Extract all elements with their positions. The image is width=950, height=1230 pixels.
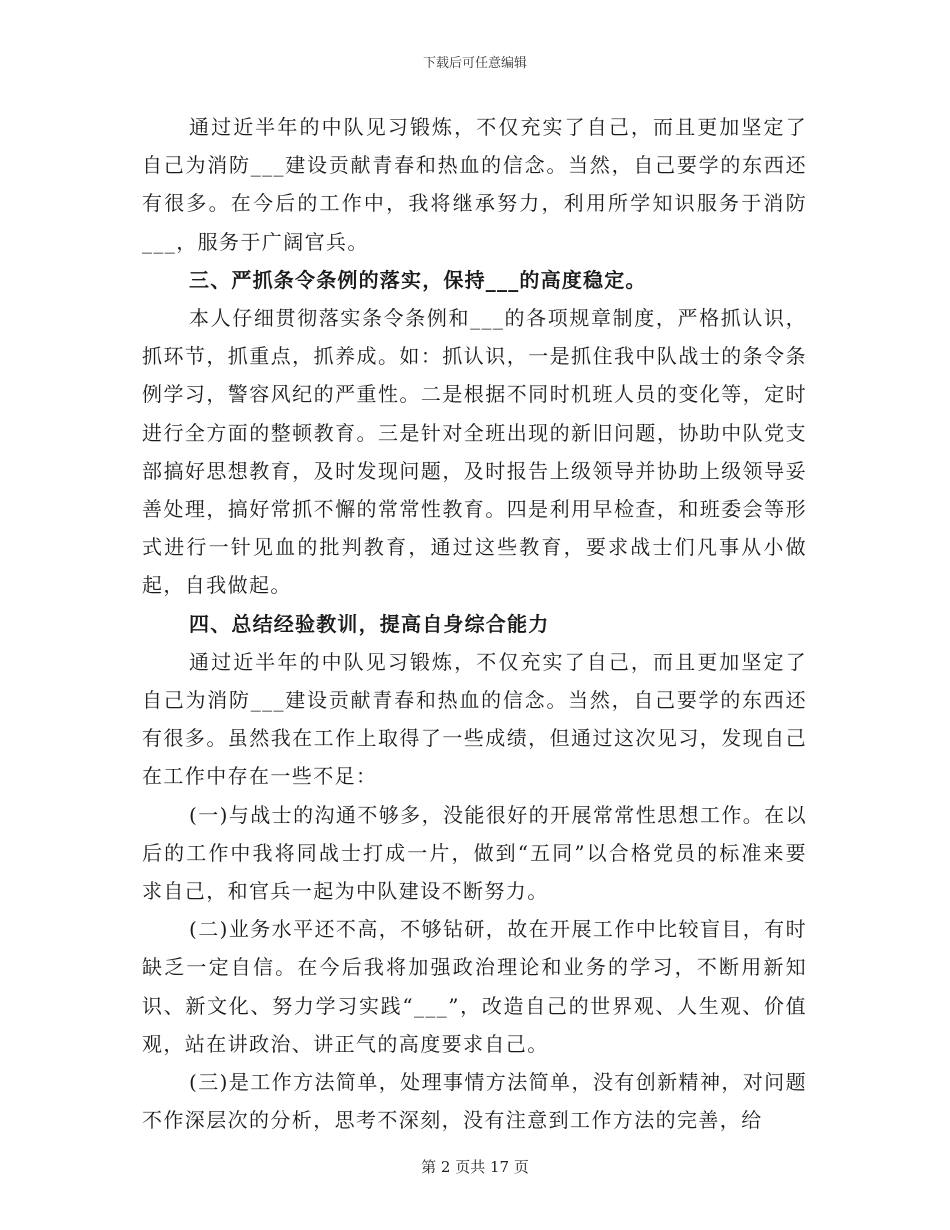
paragraph-2: 本人仔细贯彻落实条令条例和___的各项规章制度，严格抓认识，抓环节，抓重点，抓养成。如：抓认识，一是抓住我中队战士的条令条例学习，警容风纪的严重性。二是根据不同时机班人员的变化等，定时进行全方面的整顿教育。三是针对全班出现的新旧问题，协助中队党支部搞好思想教育，及时发现问题，及时报告上级领导并协助上级领导妥善处理，搞好常抓不懈的常常性教育。四是利用早检查，和班委会等形式进行一针见血的批判教育，通过这些教育，要求战士们凡事从小做起，自我做起。 bbox=[142, 306, 807, 598]
page-number-footer: 第 2 页共 17 页 bbox=[421, 1158, 529, 1176]
paragraph-4: (一)与战士的沟通不够多，没能很好的开展常常性思想工作。在以后的工作中我将同战士打成一片，做到“五同”以合格党员的标准来要求自己，和官兵一起为中队建设不断努力。 bbox=[142, 802, 807, 904]
section-heading-3: 三、严抓条令条例的落实，保持___的高度稳定。 bbox=[189, 267, 647, 292]
paragraph-3: 通过近半年的中队见习锻炼，不仅充实了自己，而且更加坚定了自己为消防___建设贡献青春和热血的信念。当然，自己要学的东西还有很多。虽然我在工作上取得了一些成绩，但通过这次见习，发现自己在工作中存在一些不足： bbox=[142, 649, 807, 789]
paragraph-1: 通过近半年的中队见习锻炼，不仅充实了自己，而且更加坚定了自己为消防___建设贡献青春和热血的信念。当然，自己要学的东西还有很多。在今后的工作中，我将继承努力，利用所学知识服务于消防___，服务于广阔官兵。 bbox=[142, 115, 807, 254]
document-body bbox=[142, 108, 807, 1139]
paragraph-6: (三)是工作方法简单，处理事情方法简单，没有创新精神，对问题不作深层次的分析，思考不深刻，没有注意到工作方法的完善，给 bbox=[142, 1070, 807, 1133]
paragraph-5: (二)业务水平还不高，不够钻研，故在开展工作中比较盲目，有时缺乏一定自信。在今后我将加强政治理论和业务的学习，不断用新知识、新文化、努力学习实践“___”，改造自己的世界观、人生观、价值观，站在讲政治、讲正气的高度要求自己。 bbox=[142, 917, 807, 1056]
section-heading-4: 四、总结经验教训，提高自身综合能力 bbox=[189, 611, 550, 636]
page-header-note: 下载后可任意编辑 bbox=[422, 56, 527, 71]
